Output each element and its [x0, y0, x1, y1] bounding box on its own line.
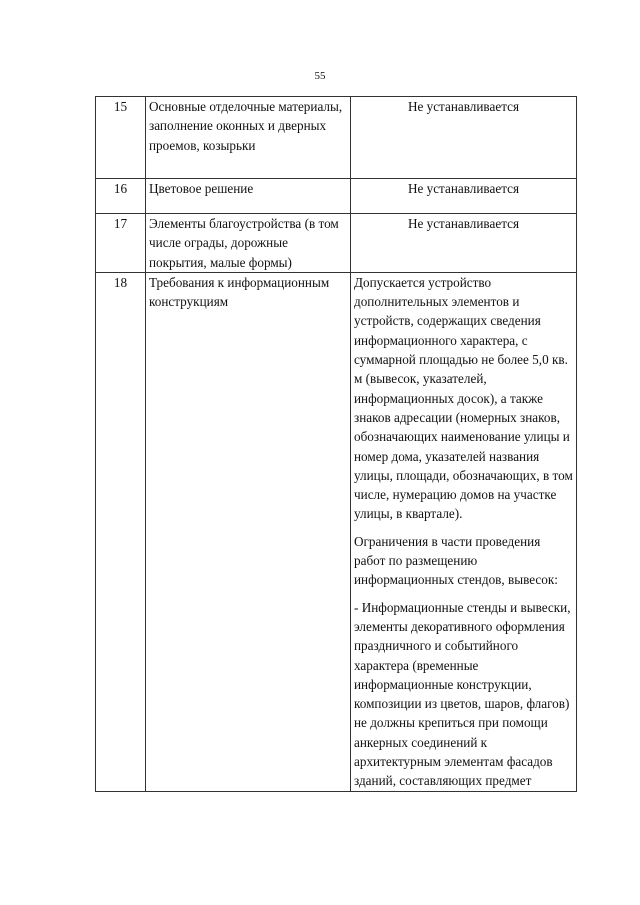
value-paragraph: Ограничения в части проведения работ по размещению информационных стендов, вывесок:: [354, 533, 558, 588]
row-parameter-name: [146, 272, 351, 791]
row-number: 16: [96, 179, 146, 214]
value-paragraph: Допускается устройство дополнительных элементов и устройств, содержащих сведения информационного характера, с суммарной площадью не более 5,0 кв. м (вывесок, указателей, информационных досок), а также знаков адресации (номерных знаков, обозначающих наименование улицы и номер дома, указателей названия улицы, площади, обозначающих, в том числе, нумерацию домов на участке улицы, в квартале).: [354, 274, 573, 522]
table-row: [96, 179, 577, 214]
row-parameter-name-text: Требования к информационным конструкциям: [149, 274, 330, 310]
table-row: [96, 272, 577, 791]
row-parameter-value: [351, 97, 577, 179]
row-parameter-value-text: Не устанавливается: [407, 216, 520, 231]
page-number: 55: [314, 70, 326, 82]
row-parameter-value-text: Не устанавливается: [407, 99, 520, 114]
row-parameter-value: [351, 179, 577, 214]
row-parameter-name: [146, 179, 351, 214]
row-parameter-name-text: Основные отделочные материалы, заполнение оконных и дверных проемов, козырьки: [149, 99, 343, 153]
row-parameter-value: [351, 272, 577, 791]
value-paragraph: - Информационные стенды и вывески, элементы декоративного оформления праздничного и событийного характера (временные информационные конструкции, композиции из цветов, шаров, флагов) не должны крепиться при помощи анкерных соединений к архитектурным элементам фасадов зданий, составляющих предмет: [354, 599, 571, 789]
row-parameter-name-text: Цветовое решение: [149, 181, 254, 196]
row-parameter-name: [146, 97, 351, 179]
row-parameter-value-text: Не устанавливается: [407, 181, 520, 196]
row-number: 15: [96, 97, 146, 179]
row-parameter-name: [146, 214, 351, 273]
row-parameter-name-text: Элементы благоустройства (в том числе ограды, дорожные покрытия, малые формы): [149, 216, 339, 270]
row-parameter-value: [351, 214, 577, 273]
table-row: [96, 214, 577, 273]
table-row: [96, 97, 577, 179]
row-number: 17: [96, 214, 146, 273]
requirements-table: [95, 96, 577, 792]
row-number: 18: [96, 272, 146, 791]
